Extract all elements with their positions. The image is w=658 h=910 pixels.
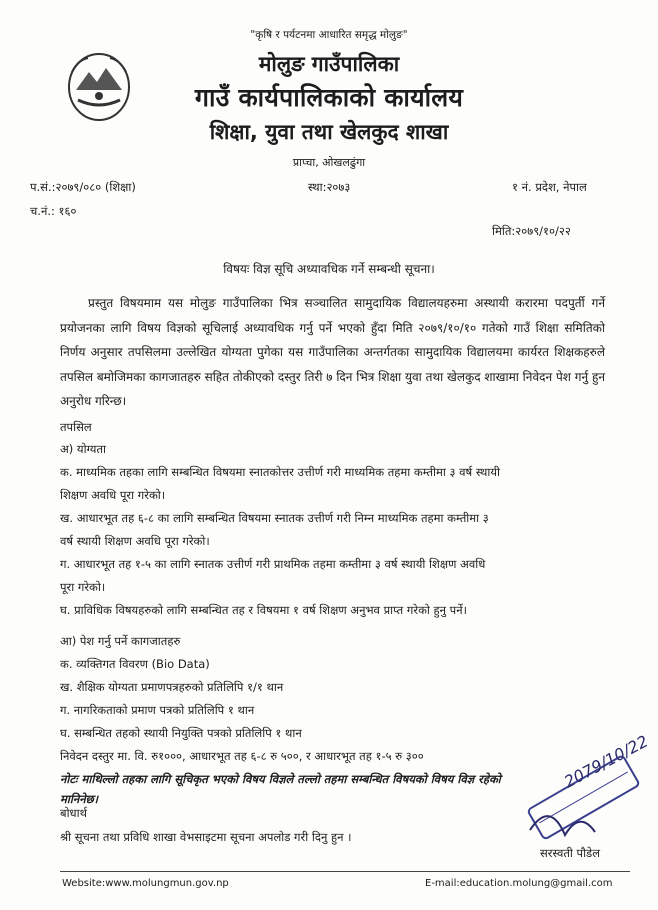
list-item: ग. आधारभूत तह १-५ का लागि स्नातक उत्तीर्ण गरी प्राथमिक तहमा कम्तीमा ३ वर्ष स्थायी शिक्षण अवधि [60,557,486,571]
footer-website: Website:www.molungmun.gov.np [62,878,229,889]
documents-heading: आ) पेश गर्नु पर्ने कागजातहरु [60,634,181,648]
handwritten-date: 2079/10/22 [560,731,652,792]
info-text: श्री सूचना तथा प्रविधि शाखा वेभसाइटमा सूचना अपलोड गरी दिनु हुन । [60,830,352,844]
note-line: नोटः माथिल्लो तहका लागि सूचिकृत भएको विषय विज्ञले तल्लो तहमा सम्बन्धित विषयको विषय विज्ञ रहेको [60,772,501,786]
list-item: पूरा गरेको। [60,580,106,594]
list-item: ख. शैक्षिक योग्यता प्रमाणपत्रहरुको प्रतिलिपि १/१ थान [60,680,284,694]
list-item: वर्ष स्थायी शिक्षण अवधि पूरा गरेको। [60,534,210,548]
list-item: ख. आधारभूत तह ६-८ का लागि सम्बन्धित विषयमा स्नातक उत्तीर्ण गरी निम्न माध्यमिक तहमा कम्तीमा ३ [60,511,489,525]
dispatch-number: च.नं.: १६० [30,204,77,218]
body-paragraph: प्रस्तुत विषयमाम यस मोलुङ गाउँपालिका भित्र सञ्चालित सामुदायिक विद्यालयहरुमा अस्थायी करारमा पदपुर्ती गर्ने प्रयोजनका लागि विषय विज्ञको सूचिलाई अध्यावधिक गर्नु पर्ने भएको हुँदा मिति २०७९/१०/१० गतेको गाउँ शिक्षा समितिको निर्णय अनुसार तपसिलमा उल्लेखित योग्यता पुगेका यस गाउँपालिका अन्तर्गतका सामुदायिक विद्यालयमा कार्यरत शिक्षकहरुले तपसिल बमोजिमका कागजातहरु सहित तोकीएको दस्तुर तिरी ७ दिन भित्र शिक्षा युवा तथा खेलकुद शाखामा निवेदन पेश गर्नु हुन अनुरोध गरिन्छ। [60,296,606,408]
official-stamp [510,740,658,860]
qualification-heading: अ) योग्यता [60,442,107,456]
established-year: स्था:२०७३ [308,180,351,194]
province: १ नं. प्रदेश, नेपाल [512,180,587,194]
list-item: निवेदन दस्तुर मा. वि. रु१०००, आधारभूत तह ६-८ रु ५००, र आधारभूत तह १-५ रु ३०० [60,749,424,763]
info-label: बोधार्थ [60,806,87,820]
footer-divider [60,871,630,872]
list-item: क. व्यक्तिगत विवरण (Bio Data) [60,657,210,671]
note-line: मानिनेछ। [60,792,99,806]
office-address: प्राप्चा, ओखलढुंगा [292,156,366,169]
footer-email: E-mail:education.molung@gmail.com [425,878,613,889]
office-name: गाउँ कार्यपालिकाको कार्यालय [194,83,464,112]
slogan: "कृषि र पर्यटनमा आधारित समृद्ध मोलुङ" [250,29,408,41]
branch-name: शिक्षा, युवा तथा खेलकुद शाखा [209,120,449,144]
list-item: शिक्षण अवधि पूरा गरेको। [60,488,166,502]
subject-line: विषयः विज्ञ सूचि अध्यावधिक गर्ने सम्बन्धी सूचना। [223,262,435,276]
list-item: क. माध्यमिक तहका लागि सम्बन्धित विषयमा स्नातकोत्तर उत्तीर्ण गरी माध्यमिक तहमा कम्तीमा ३ वर्ष स्थायी [60,465,501,479]
list-item: ग. नागरिकताको प्रमाण पत्रको प्रतिलिपि १ थान [60,703,255,717]
list-item: घ. प्राविधिक विषयहरुको लागि सम्बन्धित तह र विषयमा १ वर्ष शिक्षण अनुभव प्राप्त गरेको हुनु पर्ने। [60,603,467,617]
signatory-name: सरस्वती पौडेल [540,846,600,860]
reference-number: प.सं.:२०७९/०८० (शिक्षा) [30,180,136,194]
list-item: घ. सम्बन्धित तहको स्थायी नियुक्ति पत्रको प्रतिलिपि १ थान [60,726,302,740]
letter-date: मिति:२०७९/१०/२२ [492,224,571,238]
tapasil-heading: तपसिल [60,420,92,434]
municipality-name: मोलुङ गाउँपालिका [258,52,400,76]
